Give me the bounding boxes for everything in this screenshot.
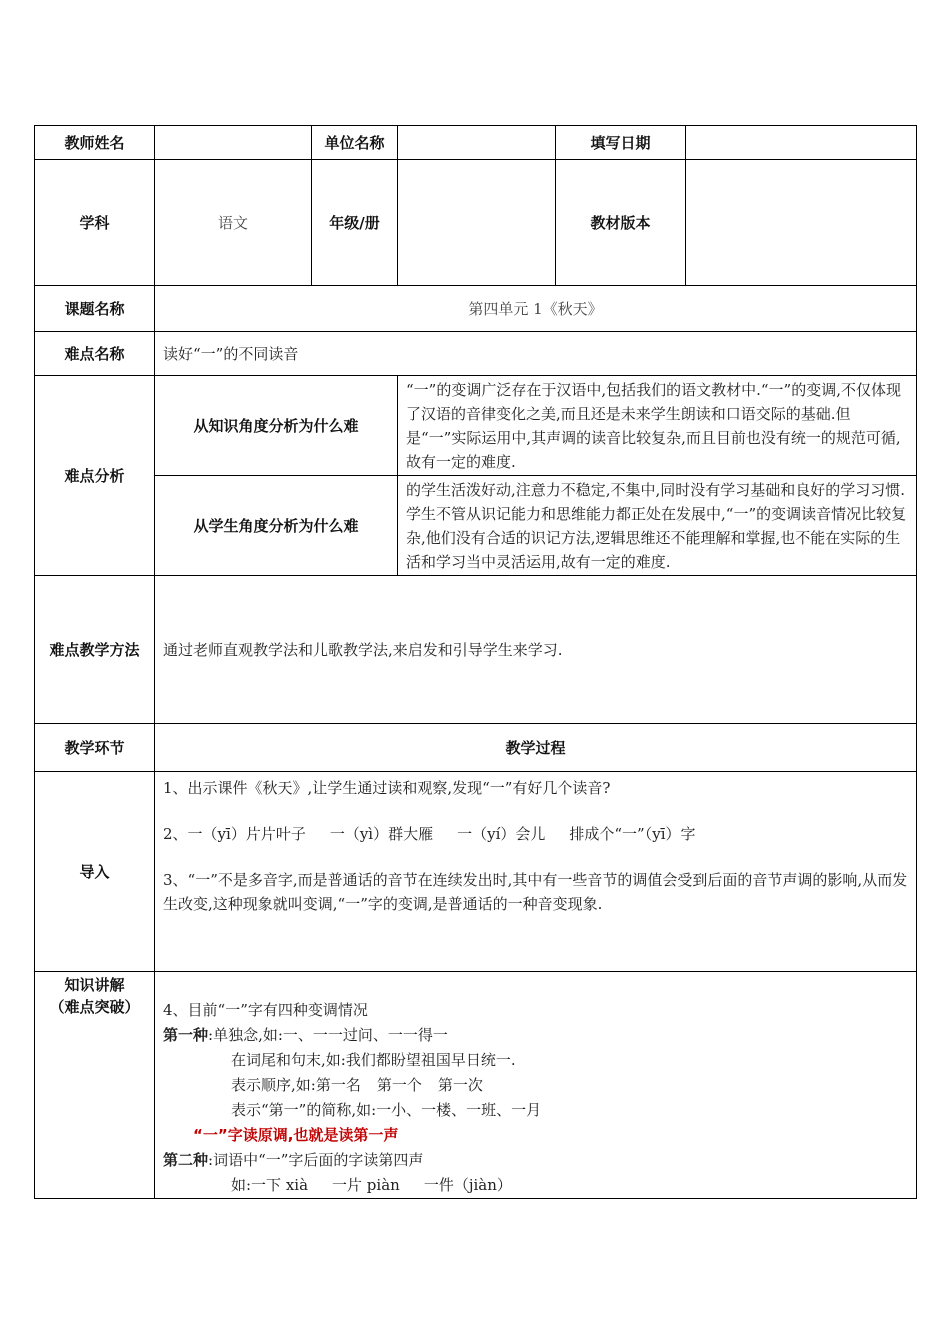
student-angle-text: 的学生活泼好动,注意力不稳定,不集中,同时没有学习基础和良好的学习习惯.学生不管从识记能力和思维能力都正处在发展中,“一”的变调读音情况比较复杂,他们没有合适的识记方法,逻辑思维还不能理解和掌握,也不能在实际的生活和学习当中灵活运用,故有一定的难度. [398, 476, 917, 576]
second-example-3: 一件（jiàn） [423, 1176, 512, 1194]
intro-item-2: 一（yì）群大雁 [329, 825, 434, 843]
order-example-2: 第一个 [376, 1076, 422, 1094]
intro-label: 导入 [35, 772, 155, 972]
second-example-2: 一片 piàn [332, 1176, 400, 1194]
intro-item-3: 一（yí）会儿 [457, 825, 546, 843]
second-example-1: 如:一下 xià [231, 1176, 309, 1194]
method-label: 难点教学方法 [35, 576, 155, 724]
analysis-knowledge-row [35, 376, 917, 476]
intro-item-1: 2、一（yī）片片叶子 [163, 825, 306, 843]
topic-value: 第四单元 1《秋天》 [155, 286, 917, 332]
first-type-label: 第一种 [163, 1026, 209, 1044]
knowledge-line-2 [163, 1023, 908, 1048]
student-angle-label: 从学生角度分析为什么难 [155, 476, 398, 576]
difficulty-row [35, 332, 917, 376]
grade-value [398, 160, 556, 286]
topic-row [35, 286, 917, 332]
knowledge-content [155, 972, 917, 1199]
intro-paragraph-1: 1、出示课件《秋天》,让学生通过读和观察,发现“一”有好几个读音? [163, 779, 611, 797]
second-type-text: :词语中“一”字后面的字读第四声 [208, 1151, 424, 1169]
subject-label: 学科 [35, 160, 155, 286]
teacher-name-value [155, 126, 312, 160]
edition-label: 教材版本 [556, 160, 686, 286]
intro-paragraph-2 [163, 822, 908, 846]
knowledge-line-1: 4、目前“一”字有四种变调情况 [163, 1001, 368, 1019]
method-value: 通过老师直观教学法和儿歌教学法,来启发和引导学生来学习. [155, 576, 917, 724]
intro-item-4: 排成个“一”（yī）字 [569, 825, 696, 843]
knowledge-label-line-1: 知识讲解 [64, 976, 125, 994]
edition-value [686, 160, 917, 286]
subject-row [35, 160, 917, 286]
unit-name-value [398, 126, 556, 160]
intro-row [35, 772, 917, 972]
difficulty-label: 难点名称 [35, 332, 155, 376]
knowledge-label-line-2: （难点突破） [49, 998, 140, 1016]
header-row [35, 126, 917, 160]
lesson-form-table [34, 125, 917, 1199]
process-label: 教学过程 [155, 724, 917, 772]
fill-date-value [686, 126, 917, 160]
knowledge-line-4 [163, 1073, 908, 1098]
knowledge-label [35, 972, 155, 1199]
analysis-label: 难点分析 [35, 376, 155, 576]
intro-content [155, 772, 917, 972]
knowledge-angle-label: 从知识角度分析为什么难 [155, 376, 398, 476]
knowledge-angle-text: “一”的变调广泛存在于汉语中,包括我们的语文教材中.“一”的变调,不仅体现了汉语的音律变化之美,而且还是未来学生朗读和口语交际的基础.但是“一”实际运用中,其声调的读音比较复杂,而且目前也没有统一的规范可循,故有一定的难度. [398, 376, 917, 476]
method-row [35, 576, 917, 724]
topic-label: 课题名称 [35, 286, 155, 332]
difficulty-value: 读好“一”的不同读音 [155, 332, 917, 376]
process-header-row [35, 724, 917, 772]
fill-date-label: 填写日期 [556, 126, 686, 160]
order-example-1: 表示顺序,如:第一名 [231, 1076, 361, 1094]
knowledge-line-7 [163, 1148, 908, 1173]
subject-value: 语文 [155, 160, 312, 286]
teacher-name-label: 教师姓名 [35, 126, 155, 160]
knowledge-line-5: 表示“第一”的简称,如:一小、一楼、一班、一月 [231, 1101, 542, 1119]
analysis-student-row [35, 476, 917, 576]
order-example-3: 第一次 [437, 1076, 483, 1094]
intro-paragraph-3: 3、“一”不是多音字,而是普通话的音节在连续发出时,其中有一些音节的调值会受到后面的音节声调的影响,从而发生改变,这种现象就叫变调,“一”字的变调,是普通话的一种音变现象. [163, 871, 908, 913]
unit-name-label: 单位名称 [312, 126, 398, 160]
knowledge-line-3: 在词尾和句末,如:我们都盼望祖国早日统一. [231, 1051, 516, 1069]
grade-label: 年级/册 [312, 160, 398, 286]
knowledge-row [35, 972, 917, 1199]
process-step-label: 教学环节 [35, 724, 155, 772]
knowledge-line-8 [163, 1173, 908, 1198]
first-type-text: :单独念,如:一、一一过问、一一得一 [208, 1026, 448, 1044]
knowledge-highlight-line: “一”字读原调,也就是读第一声 [193, 1126, 399, 1144]
second-type-label: 第二种 [163, 1151, 209, 1169]
